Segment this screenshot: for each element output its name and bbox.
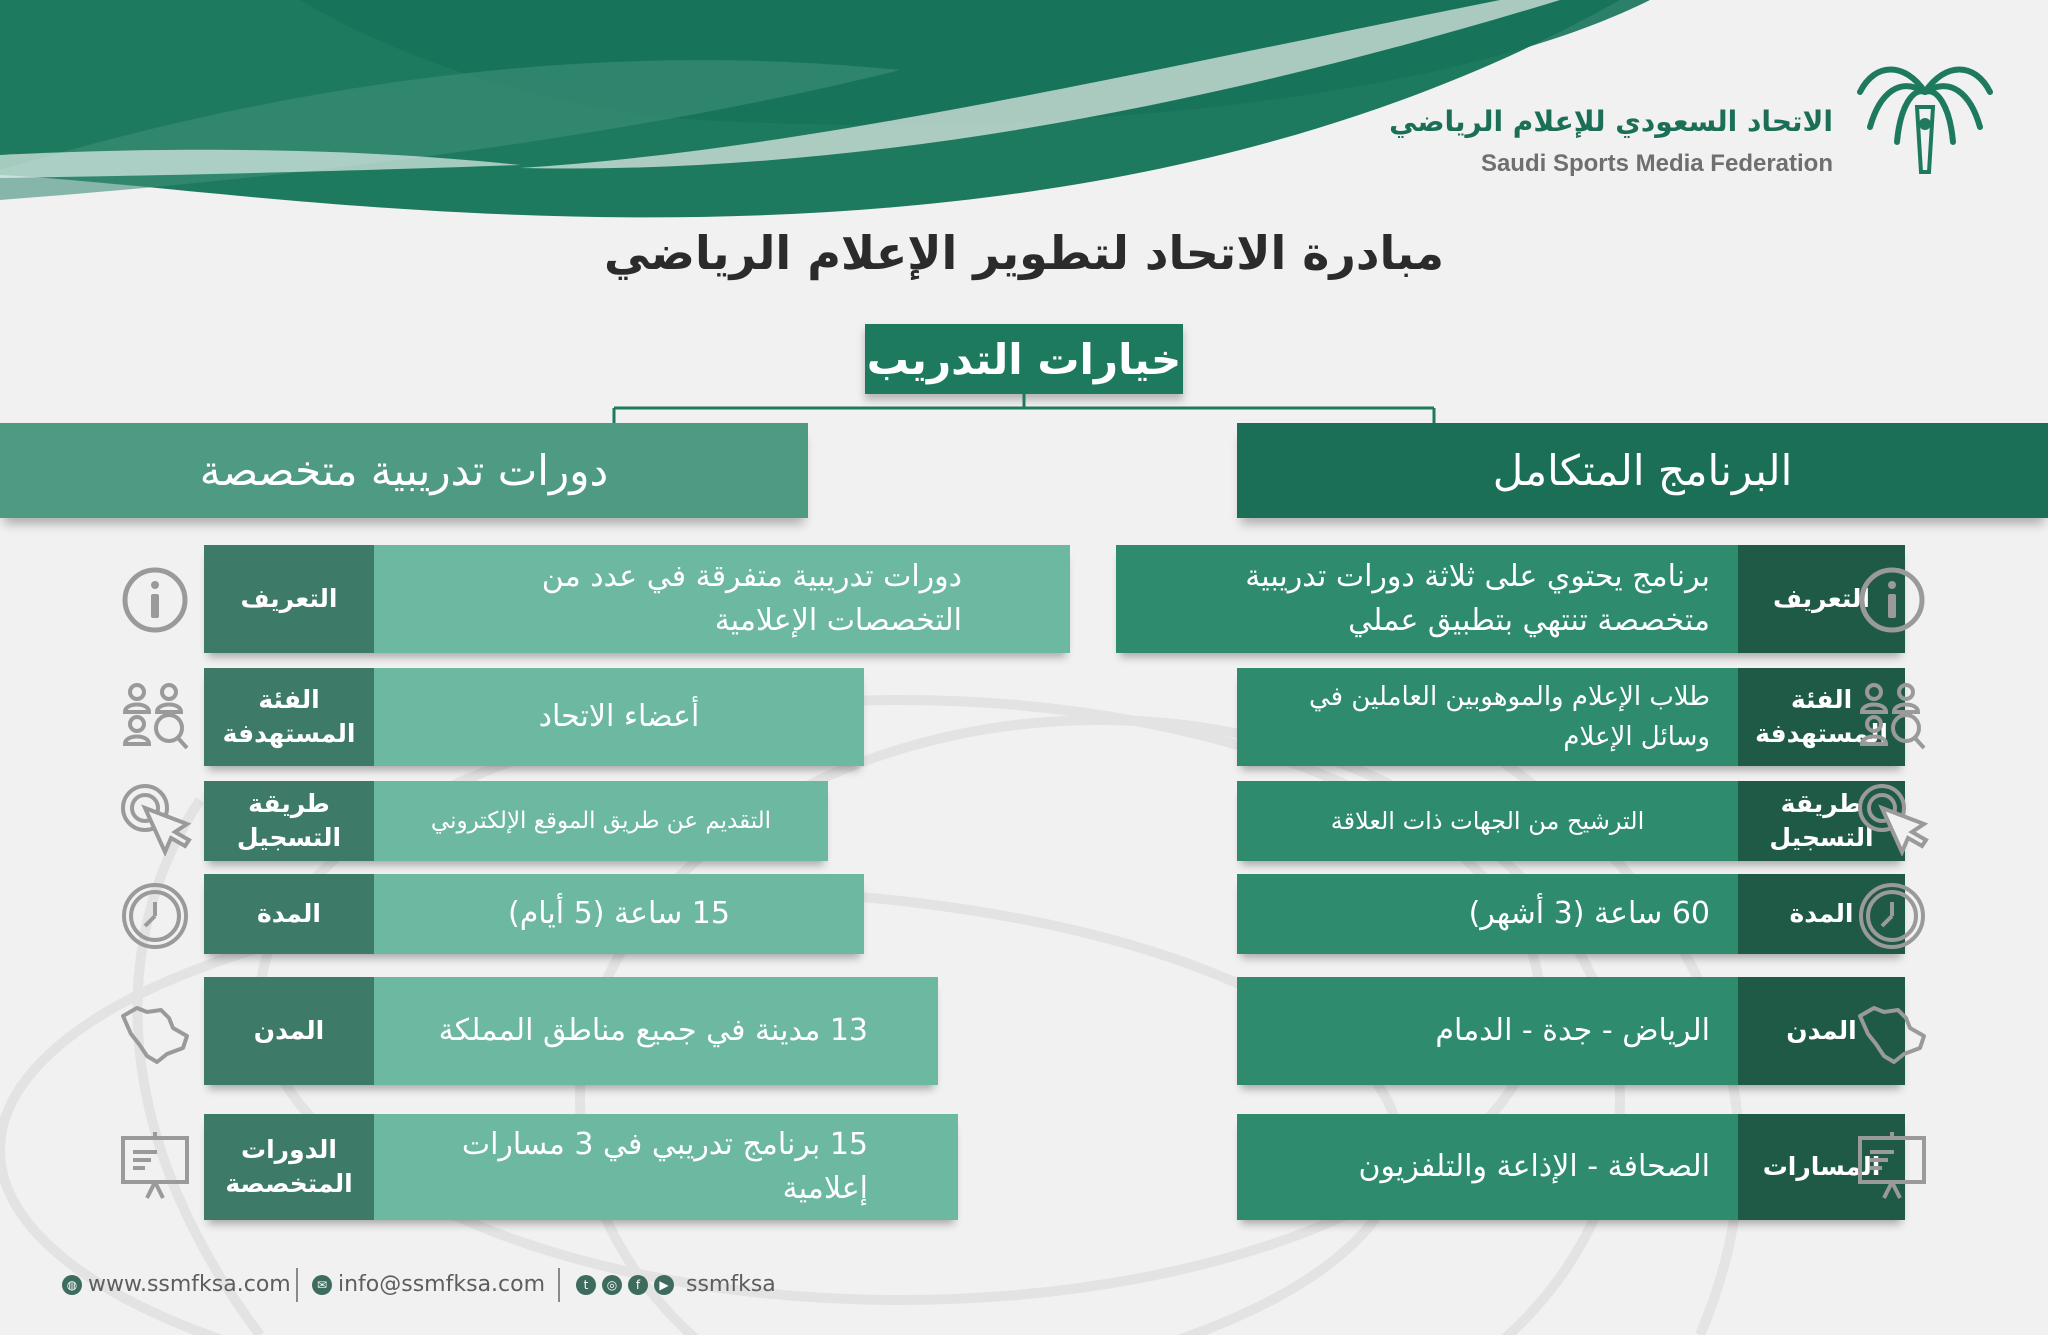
- saudi-map-icon: [117, 996, 193, 1072]
- click-icon: [1854, 780, 1930, 856]
- footer-email[interactable]: [312, 1272, 545, 1297]
- specialized-duration-value: 15 ساعة (5 أيام): [374, 874, 864, 954]
- specialized-registration-label: طريقة التسجيل: [204, 781, 374, 861]
- facebook-icon[interactable]: f: [628, 1275, 648, 1295]
- saudi-map-icon: [1854, 996, 1930, 1072]
- org-name-arabic: الاتحاد السعودي للإعلام الرياضي: [1389, 105, 1833, 138]
- specialized-row-courses: [204, 1114, 958, 1220]
- people-icon: [117, 678, 193, 754]
- specialized-cities-label: المدن: [204, 977, 374, 1085]
- specialized-definition-value: دورات تدريبية متفرقة في عدد من التخصصات الإعلامية: [374, 545, 1070, 653]
- presentation-icon: [117, 1128, 193, 1204]
- specialized-target-label: الفئة المستهدفة: [204, 668, 374, 766]
- info-icon: [1854, 562, 1930, 638]
- website-text: www.ssmfksa.com: [88, 1272, 291, 1297]
- integrated-definition-value: برنامج يحتوي على ثلاثة دورات تدريبية متخصصة تنتهي بتطبيق عملي: [1116, 545, 1738, 653]
- integrated-row-duration: [1237, 874, 1905, 954]
- specialized-row-target: [204, 668, 864, 766]
- integrated-row-tracks: [1237, 1114, 1905, 1220]
- tree-connector: [0, 0, 2048, 430]
- specialized-cities-value: 13 مدينة في جميع مناطق المملكة: [374, 977, 938, 1085]
- footer-divider: [558, 1268, 560, 1302]
- footer-divider: [296, 1268, 298, 1302]
- integrated-row-target: [1237, 668, 1905, 766]
- training-options-label: خيارات التدريب: [865, 324, 1183, 394]
- specialized-registration-value: التقديم عن طريق الموقع الإلكتروني: [374, 781, 828, 861]
- mail-icon: ✉: [312, 1275, 332, 1295]
- twitter-icon[interactable]: t: [576, 1275, 596, 1295]
- specialized-definition-label: التعريف: [204, 545, 374, 653]
- integrated-registration-label: طريقة التسجيل: [1738, 781, 1905, 861]
- org-name-english: Saudi Sports Media Federation: [1480, 150, 1833, 177]
- integrated-cities-label: المدن: [1738, 977, 1905, 1085]
- integrated-row-cities: [1237, 977, 1905, 1085]
- integrated-program-header: البرنامج المتكامل: [1237, 423, 2048, 518]
- integrated-tracks-value: الصحافة - الإذاعة والتلفزيون: [1237, 1114, 1738, 1220]
- specialized-courses-label: الدورات المتخصصة: [204, 1114, 374, 1220]
- clock-icon: [1854, 876, 1930, 952]
- integrated-definition-label: التعريف: [1738, 545, 1905, 653]
- integrated-tracks-label: المسارات: [1738, 1114, 1905, 1220]
- specialized-row-definition: [204, 545, 1070, 653]
- integrated-duration-label: المدة: [1738, 874, 1905, 954]
- presentation-icon: [1854, 1128, 1930, 1204]
- integrated-target-value: طلاب الإعلام والموهوبين العاملين في وسائل الإعلام: [1237, 668, 1738, 766]
- clock-icon: [117, 876, 193, 952]
- specialized-row-duration: [204, 874, 864, 954]
- people-icon: [1854, 678, 1930, 754]
- integrated-registration-value: الترشيح من الجهات ذات العلاقة: [1237, 781, 1738, 861]
- specialized-target-value: أعضاء الاتحاد: [374, 668, 864, 766]
- integrated-target-label: الفئة المستهدفة: [1738, 668, 1905, 766]
- instagram-icon[interactable]: ◎: [602, 1275, 622, 1295]
- footer-social[interactable]: [576, 1272, 776, 1297]
- specialized-courses-value: 15 برنامج تدريبي في 3 مسارات إعلامية: [374, 1114, 958, 1220]
- specialized-row-cities: [204, 977, 938, 1085]
- integrated-duration-value: 60 ساعة (3 أشهر): [1237, 874, 1738, 954]
- specialized-row-registration: [204, 781, 828, 861]
- youtube-icon[interactable]: ▶: [654, 1275, 674, 1295]
- email-text: info@ssmfksa.com: [338, 1272, 546, 1297]
- social-handle-text: ssmfksa: [686, 1272, 776, 1297]
- integrated-row-registration: [1237, 781, 1905, 861]
- click-icon: [117, 780, 193, 856]
- footer-website[interactable]: [62, 1272, 291, 1297]
- specialized-courses-header: دورات تدريبية متخصصة: [0, 423, 808, 518]
- globe-icon: ◍: [62, 1275, 82, 1295]
- page-title: مبادرة الاتحاد لتطوير الإعلام الرياضي: [603, 226, 1445, 280]
- specialized-duration-label: المدة: [204, 874, 374, 954]
- integrated-cities-value: الرياض - جدة - الدمام: [1237, 977, 1738, 1085]
- info-icon: [117, 562, 193, 638]
- integrated-row-definition: [1116, 545, 1905, 653]
